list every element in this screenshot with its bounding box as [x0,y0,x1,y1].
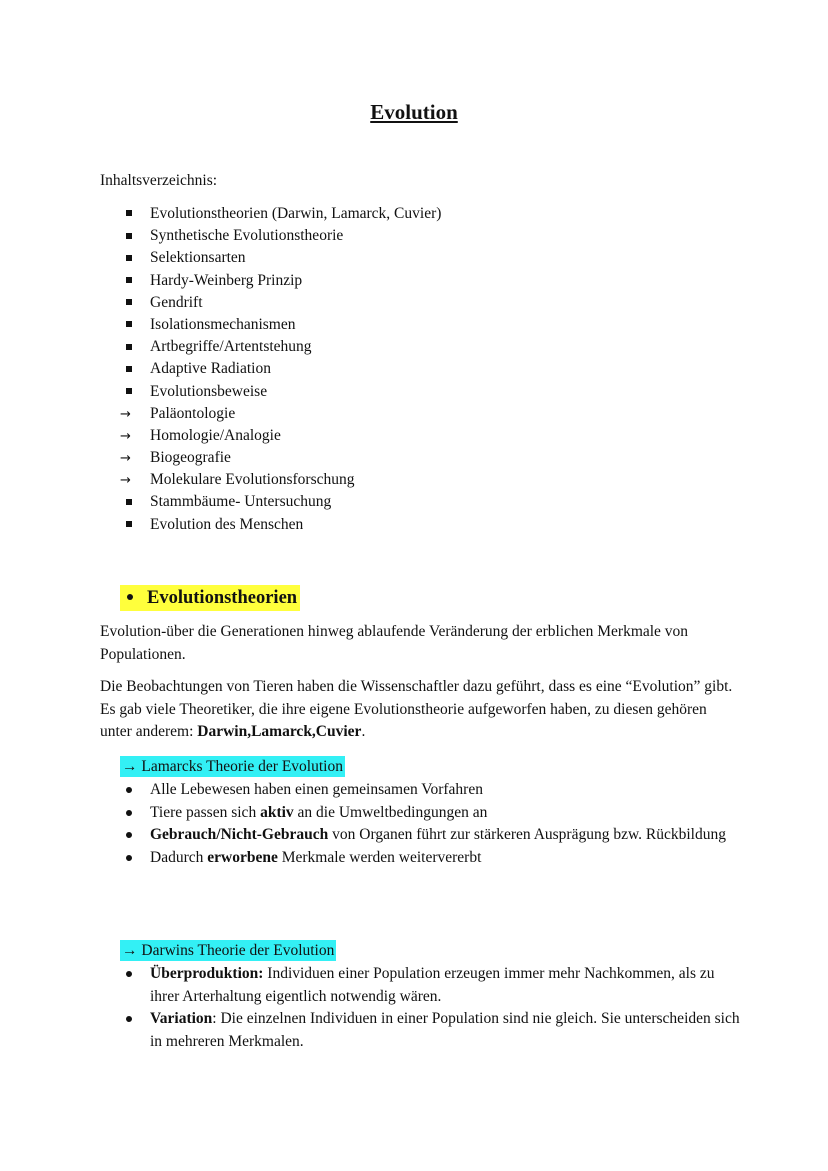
toc-item: Adaptive Radiation [120,358,441,380]
list-item: Gebrauch/Nicht-Gebrauch von Organen führt zur stärkeren Ausprägung bzw. Rückbildung [120,824,740,847]
list-item: Tiere passen sich aktiv an die Umweltbedingungen an [120,802,740,825]
page-title: Evolution [370,100,458,124]
toc-item: Selektionsarten [120,247,441,269]
square-bullet-icon [120,358,150,380]
toc-item: Stammbäume- Untersuchung [120,491,441,513]
section-heading-highlighted: Evolutionstheorien [120,585,300,611]
round-bullet-icon [126,1016,132,1022]
square-bullet-icon [120,491,150,513]
round-bullet-icon [127,594,133,600]
darwin-heading: → Darwins Theorie der Evolution [122,942,335,959]
toc-item: Synthetische Evolutionstheorie [120,225,441,247]
round-bullet-icon [126,855,132,861]
square-bullet-icon [120,270,150,292]
square-bullet-icon [120,381,150,403]
arrow-right-icon: → [120,451,131,467]
square-bullet-icon [120,314,150,336]
toc-item: Hardy-Weinberg Prinzip [120,270,441,292]
toc-item: Gendrift [120,292,441,314]
arrow-right-icon: → [120,406,131,422]
toc-heading: Inhaltsverzeichnis: [100,172,218,189]
toc-item: Evolutionsbeweise [120,381,441,403]
theorists-bold: Darwin,Lamarck,Cuvier [197,723,362,740]
list-item: Dadurch erworbene Merkmale werden weitervererbt [120,847,740,870]
round-bullet-icon [126,810,132,816]
round-bullet-icon [126,832,132,838]
toc-item: Artbegriffe/Artentstehung [120,336,441,358]
table-of-contents [120,203,441,536]
darwin-list [120,963,740,1053]
toc-item: → Homologie/Analogie [120,425,441,447]
arrow-right-icon: → [120,473,131,489]
toc-item: Isolationsmechanismen [120,314,441,336]
toc-item: → Molekulare Evolutionsforschung [120,469,441,491]
toc-item: → Biogeografie [120,447,441,469]
round-bullet-icon [126,787,132,793]
lamarck-list [120,779,740,869]
lamarck-heading: → Lamarcks Theorie der Evolution [122,758,343,775]
toc-item: Evolutionstheorien (Darwin, Lamarck, Cuvier) [120,203,441,225]
definition-paragraph: Evolution-über die Generationen hinweg ablaufende Veränderung der erblichen Merkmale von Populationen. [100,623,689,663]
list-item: Alle Lebewesen haben einen gemeinsamen Vorfahren [120,779,740,802]
square-bullet-icon [120,292,150,314]
intro-paragraph: Die Beobachtungen von Tieren haben die Wissenschaftler dazu geführt, dass es eine “Evolution” gibt. Es gab viele Theoretiker, die ihre eigene Evolutionstheorie aufgeworfen haben, zu diesen gehören unter anderem: Darwin,Lamarck,Cuvier. [100,678,733,740]
square-bullet-icon [120,203,150,225]
round-bullet-icon [126,971,132,977]
square-bullet-icon [120,225,150,247]
square-bullet-icon [120,247,150,269]
list-item: Variation: Die einzelnen Individuen in einer Population sind nie gleich. Sie unterscheiden sich in mehreren Merkmalen. [120,1008,740,1053]
toc-item: Evolution des Menschen [120,514,441,536]
toc-item: → Paläontologie [120,403,441,425]
square-bullet-icon [120,336,150,358]
list-item: Überproduktion: Individuen einer Population erzeugen immer mehr Nachkommen, als zu ihrer Arterhaltung eigentlich notwendig wären. [120,963,740,1008]
arrow-right-icon: → [120,428,131,444]
square-bullet-icon [120,514,150,536]
